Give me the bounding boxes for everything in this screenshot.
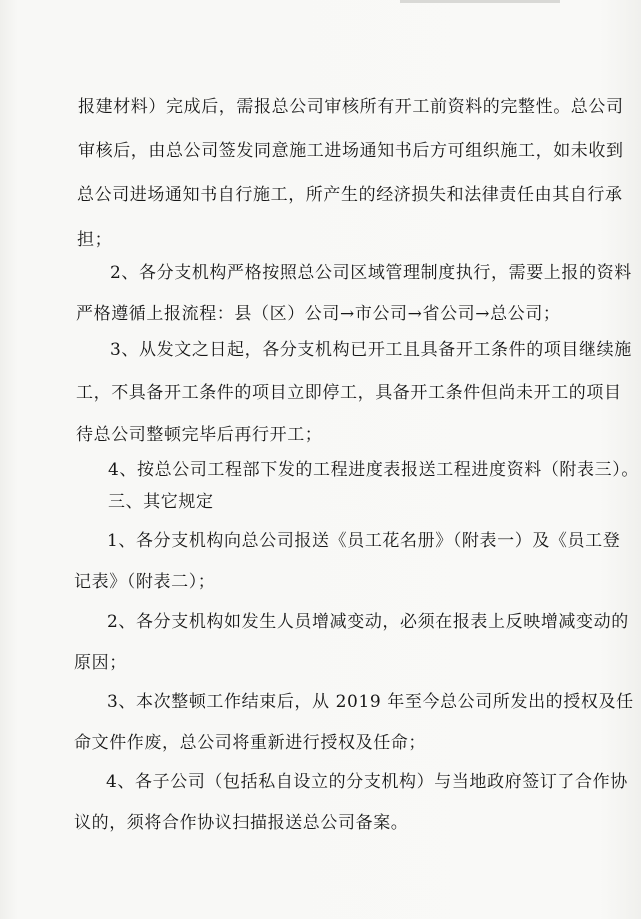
text-line: 担；: [77, 230, 113, 250]
text-line: 3、本次整顿工作结束后，从 2019 年至今总公司所发出的授权及任: [107, 692, 634, 712]
text-line: 4、按总公司工程部下发的工程进度表报送工程进度资料（附表三）。: [108, 460, 639, 480]
text-line: 总公司进场通知书自行施工，所产生的经济损失和法律责任由其自行承: [77, 185, 623, 205]
scan-edge-mark: [400, 0, 560, 3]
text-line: 待总公司整顿完毕后再行开工；: [76, 425, 323, 445]
text-line: 记表》（附表二）；: [74, 572, 216, 592]
text-line: 工，不具备开工条件的项目立即停工，具备开工条件但尚未开工的项目: [76, 383, 622, 403]
text-line: 审核后，由总公司签发同意施工进场通知书后方可组织施工，如未收到: [78, 141, 624, 161]
text-line: 议的，须将合作协议扫描报送总公司备案。: [74, 813, 409, 833]
text-line: 命文件作废，总公司将重新进行授权及任命；: [74, 733, 426, 753]
text-line: 3、从发文之日起，各分支机构已开工且具备开工条件的项目继续施: [110, 340, 632, 360]
text-line: 1、各分支机构向总公司报送《员工花名册》（附表一）及《员工登: [107, 531, 621, 551]
text-line: 2、各分支机构如发生人员增减变动，必须在报表上反映增减变动的: [107, 612, 629, 632]
text-line: 报建材料）完成后，需报总公司审核所有开工前资料的完整性。总公司: [78, 97, 624, 117]
section-heading: 三、其它规定: [108, 492, 214, 512]
text-line: 2、各分支机构严格按照总公司区域管理制度执行，需要上报的资料: [110, 263, 632, 283]
text-line: 原因；: [74, 653, 127, 673]
text-line: 4、各子公司（包括私自设立的分支机构）与当地政府签订了合作协: [106, 772, 628, 792]
text-line: 严格遵循上报流程：县（区）公司→市公司→省公司→总公司；: [76, 304, 561, 324]
